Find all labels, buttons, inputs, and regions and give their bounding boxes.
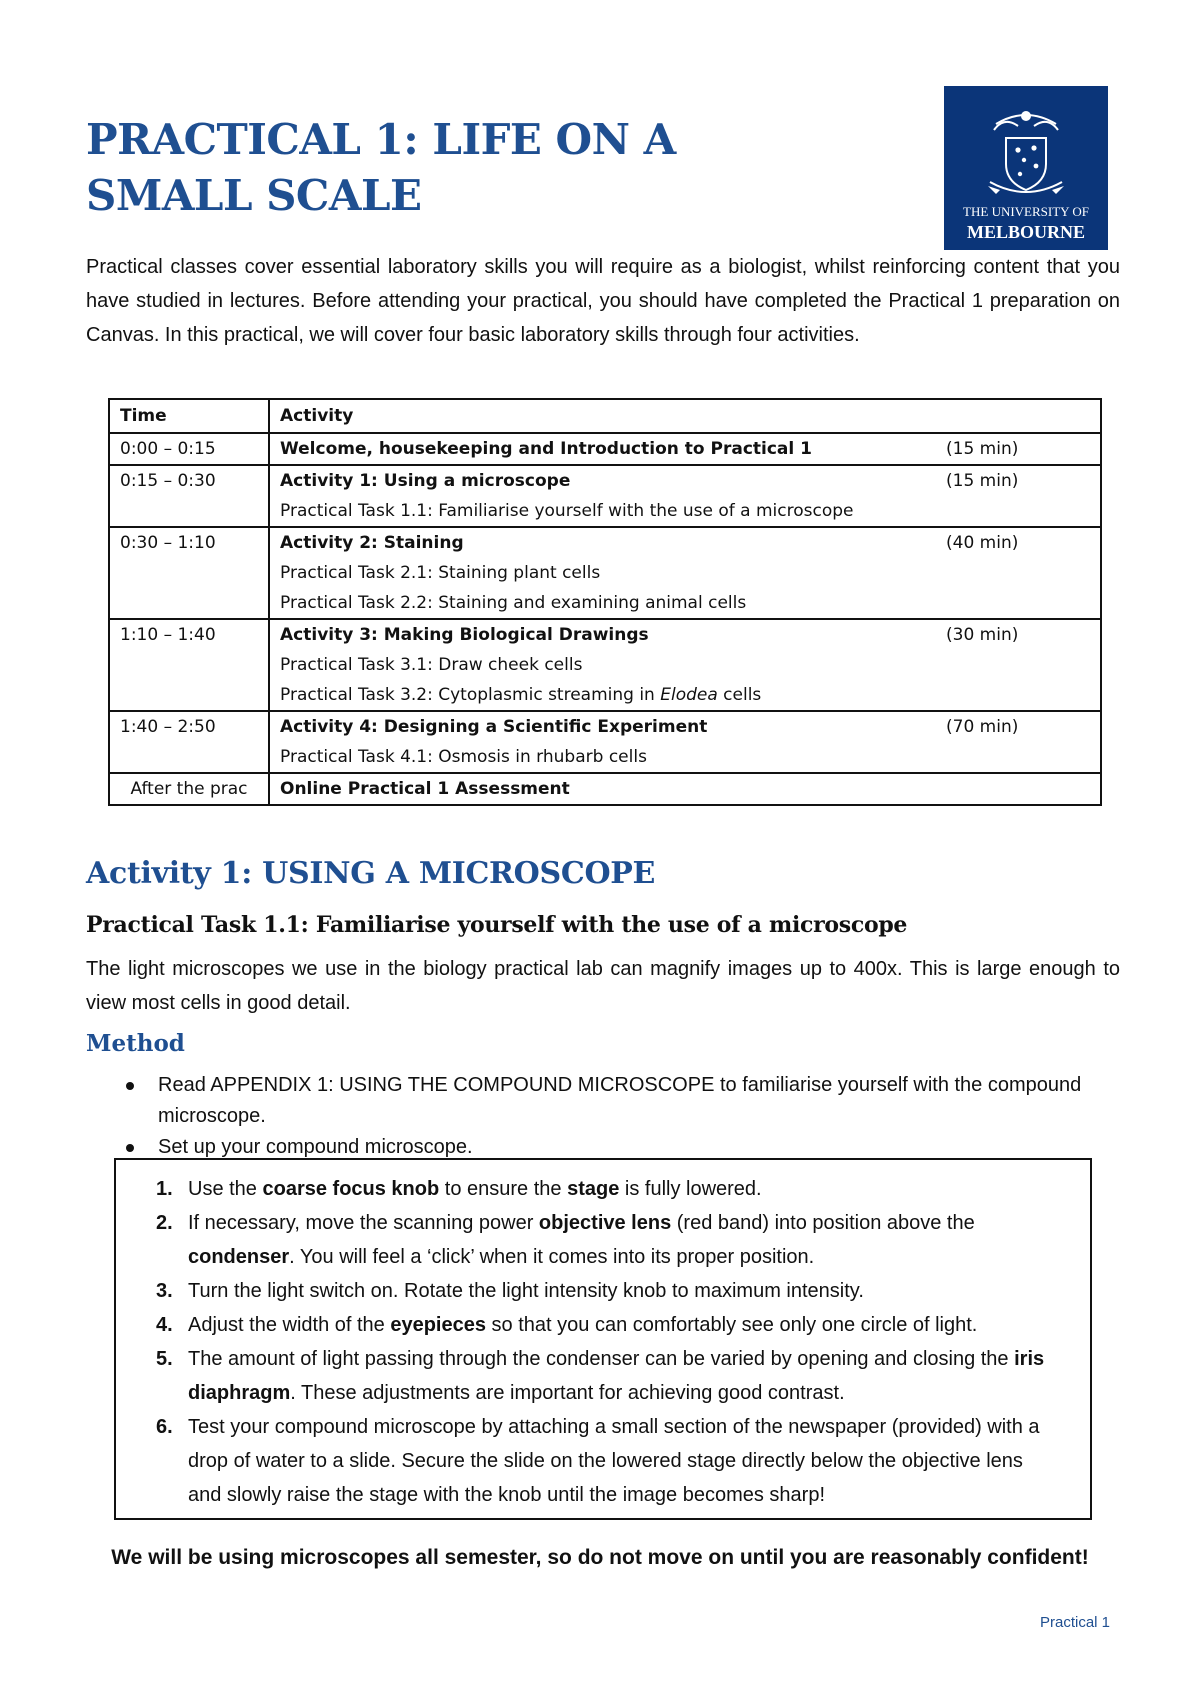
schedule-activity-title: Activity 4: Designing a Scientific Experiment — [280, 717, 708, 737]
method-bullets — [86, 1070, 1116, 1163]
schedule-task-line: Practical Task 3.2: Cytoplasmic streaming in Elodea cells — [280, 685, 762, 705]
step-text: (red band) into position above the — [671, 1212, 975, 1234]
schedule-task-line: Practical Task 2.1: Staining plant cells — [280, 563, 601, 583]
step-text: to ensure the — [439, 1178, 568, 1200]
schedule-activity-cell — [269, 433, 1101, 465]
schedule-activity-title: Activity 2: Staining — [280, 533, 464, 553]
step-text: If necessary, move the scanning power — [188, 1212, 539, 1234]
step-bold-term: stage — [567, 1178, 620, 1200]
step-text: Adjust the width of the — [188, 1314, 391, 1336]
step-number: 3. — [156, 1280, 173, 1302]
schedule-duration: (30 min) — [946, 625, 1019, 645]
schedule-duration: (40 min) — [946, 533, 1019, 553]
schedule-activity-cell — [269, 465, 1101, 527]
schedule-duration: (15 min) — [946, 471, 1019, 491]
university-logo — [944, 86, 1108, 250]
schedule-row — [109, 433, 1101, 465]
schedule-table — [108, 398, 1102, 806]
step-text: Turn the light switch on. Rotate the light intensity knob to maximum intensity. — [188, 1280, 864, 1302]
step-number: 2. — [156, 1212, 173, 1234]
activity-1-heading: Activity 1: USING A MICROSCOPE — [86, 856, 656, 891]
steps-box — [114, 1158, 1092, 1520]
step-text: so that you can comfortably see only one circle of light. — [485, 1314, 978, 1336]
method-step — [148, 1274, 1048, 1308]
schedule-time-cell: After the prac — [109, 773, 269, 805]
schedule-activity-cell — [269, 773, 1101, 805]
schedule-header-time: Time — [109, 399, 269, 433]
schedule-task-line: Practical Task 4.1: Osmosis in rhubarb cells — [280, 747, 647, 767]
schedule-time-cell: 1:10 – 1:40 — [109, 619, 269, 711]
logo-text-line-1: THE UNIVERSITY OF — [963, 204, 1089, 219]
method-step — [148, 1206, 1048, 1274]
title-line-2: SMALL SCALE — [86, 171, 422, 220]
closing-note: We will be using microscopes all semester, so do not move on until you are reasonably confident! — [111, 1546, 1089, 1569]
step-text: The amount of light passing through the condenser can be varied by opening and closing the — [188, 1348, 1015, 1370]
schedule-row — [109, 711, 1101, 773]
crest-icon — [944, 86, 1108, 250]
method-step — [148, 1342, 1048, 1410]
schedule-activity-line — [280, 774, 1090, 804]
method-step — [148, 1172, 1048, 1206]
schedule-activity-cell — [269, 711, 1101, 773]
step-text: . These adjustments are important for achieving good contrast. — [290, 1382, 845, 1404]
schedule-task-line: Practical Task 2.2: Staining and examining animal cells — [280, 593, 747, 613]
logo-text-line-2: MELBOURNE — [966, 222, 1086, 242]
schedule-task-line: Practical Task 3.1: Draw cheek cells — [280, 655, 583, 675]
schedule-row — [109, 773, 1101, 805]
schedule-row — [109, 527, 1101, 619]
steps-list — [148, 1172, 1048, 1512]
schedule-activity-title: Activity 3: Making Biological Drawings — [280, 625, 649, 645]
step-bold-term: objective lens — [538, 1212, 672, 1234]
schedule-activity-line — [280, 620, 1090, 650]
schedule-header-row — [109, 399, 1101, 433]
schedule-duration: (70 min) — [946, 717, 1019, 737]
schedule-activity-line — [280, 712, 1090, 742]
step-text: Test your compound microscope by attaching a small section of the newspaper (provided) with a drop of water to a slide. Secure the slide on the lowered stage directly below the objective lens and slowly raise the stage with the knob until the image becomes sharp! — [188, 1416, 1040, 1506]
schedule-header-activity: Activity — [269, 399, 1101, 433]
schedule-time-cell: 0:00 – 0:15 — [109, 433, 269, 465]
schedule-activity-line — [280, 528, 1090, 558]
method-bullet: Read APPENDIX 1: USING THE COMPOUND MICROSCOPE to familiarise yourself with the compound microscope. — [86, 1070, 1116, 1132]
method-step — [148, 1308, 1048, 1342]
method-heading: Method — [86, 1030, 185, 1057]
schedule-time-cell: 1:40 – 2:50 — [109, 711, 269, 773]
schedule-row — [109, 619, 1101, 711]
schedule-activity-line — [280, 434, 1090, 464]
schedule-activity-cell — [269, 619, 1101, 711]
page-title — [86, 112, 806, 224]
step-bold-term: eyepieces — [390, 1314, 486, 1336]
step-text: Use the — [188, 1178, 263, 1200]
step-text: . You will feel a ‘click’ when it comes into its proper position. — [289, 1246, 815, 1268]
schedule-activity-cell — [269, 527, 1101, 619]
task-paragraph: The light microscopes we use in the biology practical lab can magnify images up to 400x. This is large enough to view most cells in good detail. — [86, 958, 1120, 1014]
title-line-1: PRACTICAL 1: LIFE ON A — [86, 115, 676, 164]
schedule-activity-title: Online Practical 1 Assessment — [280, 779, 570, 799]
schedule-activity-title: Welcome, housekeeping and Introduction to Practical 1 — [280, 439, 812, 459]
method-bullet: Set up your compound microscope. — [86, 1132, 1116, 1163]
task-1-1-heading: Practical Task 1.1: Familiarise yourself with the use of a microscope — [86, 912, 908, 938]
step-text: is fully lowered. — [619, 1178, 762, 1200]
page-footer: Practical 1 — [1040, 1614, 1111, 1631]
method-step — [148, 1410, 1048, 1512]
step-bold-term: iris diaphragm — [188, 1348, 1045, 1404]
intro-paragraph: Practical classes cover essential laboratory skills you will require as a biologist, whilst reinforcing content that you have studied in lectures. Before attending your practical, you should have completed the Practical 1 preparation on Canvas. In this practical, we will cover four basic laboratory skills through four activities. — [86, 256, 1120, 346]
step-bold-term: condenser — [188, 1246, 290, 1268]
schedule-row — [109, 465, 1101, 527]
schedule-activity-line — [280, 466, 1090, 496]
step-bold-term: coarse focus knob — [262, 1178, 440, 1200]
schedule-time-cell: 0:30 – 1:10 — [109, 527, 269, 619]
step-number: 4. — [156, 1314, 173, 1336]
schedule-task-line: Practical Task 1.1: Familiarise yourself with the use of a microscope — [280, 501, 854, 521]
schedule-duration: (15 min) — [946, 439, 1019, 459]
step-number: 6. — [156, 1416, 173, 1438]
schedule-time-cell: 0:15 – 0:30 — [109, 465, 269, 527]
step-number: 1. — [156, 1178, 173, 1200]
schedule-activity-title: Activity 1: Using a microscope — [280, 471, 571, 491]
step-number: 5. — [156, 1348, 173, 1370]
